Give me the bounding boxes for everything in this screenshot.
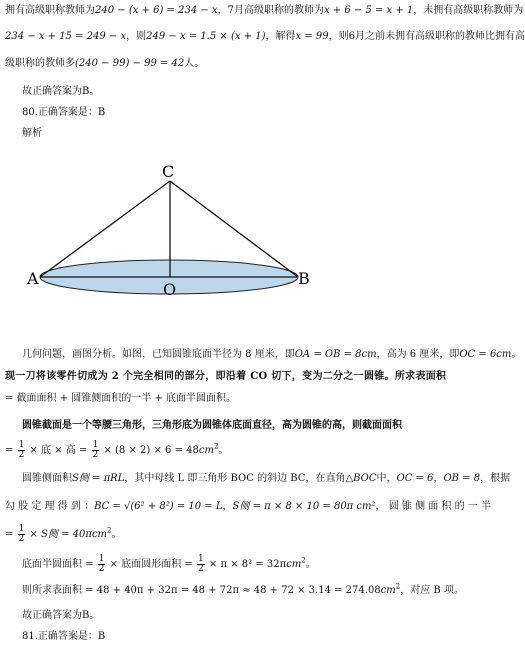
text: ，根据 [480, 473, 511, 484]
math: x = 99 [295, 31, 329, 42]
text-line [22, 472, 510, 486]
math: OB = 8 [443, 473, 481, 484]
math: x + 6 − 5 = x + 1 [323, 5, 414, 16]
text-line: = 截面面积 + 圆锥侧面积的一半 + 底面半圆面积。 [5, 393, 237, 404]
question-answer: 80.正确答案是：B [22, 107, 106, 118]
unit: cm [286, 559, 302, 570]
text: ，高为 6 厘米，即 [376, 349, 460, 360]
text: 级职称的教师多 [5, 58, 75, 69]
text-line: = $\frac{1}{2}$ × 底 × 高 = $\frac{1}{2}$ × $(8 \times 2) \times 6 = 48cm^2$。 [5, 440, 229, 460]
text-line: 圆锥截面是一个等腰三角形，三角形底为圆锥体底面直径，高为圆锥的高，则截面面积 [22, 420, 402, 431]
math: (240 − 99) − 99 = 42 [75, 58, 185, 69]
text: ，解得 [265, 31, 296, 42]
math: 234 − x + 15 = 249 − x [5, 31, 127, 42]
text: ，则 [126, 31, 147, 42]
text: 。 [305, 559, 316, 570]
numerator: 1 [92, 440, 99, 450]
fraction [92, 441, 100, 460]
text: 。 [111, 529, 122, 540]
text: 勾 股 定 理 得 到 ： [5, 501, 95, 512]
text-line: 底面半圆面积 = $\frac{1}{2}$ × 底面圆形面积 = $\frac{1}{2}$ × π × 8² = 32πcm$^2$。 [22, 554, 316, 574]
label-a: A [27, 269, 39, 288]
denominator: 2 [98, 564, 105, 574]
text: 拥有高级职称教师为 [5, 5, 95, 16]
fraction [18, 525, 26, 544]
question-answer: 81.正确答案是：B [22, 631, 106, 642]
unit: cm [91, 529, 108, 540]
math: 240 − (x + 6) = 234 − x [95, 5, 218, 16]
math: OC = 6cm [459, 349, 512, 360]
math: S侧 = πRL [72, 473, 125, 484]
denominator: 2 [18, 450, 25, 460]
text: 几何问题，画图分析。如图，已知圆锥底面半径为 8 厘米，即 [22, 349, 295, 360]
math: △BOC [345, 473, 377, 484]
fraction [197, 555, 205, 574]
math: 249 − x = 1.5 × (x + 1) [146, 31, 266, 42]
unit: cm [198, 445, 214, 456]
text: ，未拥有高级职称教师为 [413, 5, 524, 16]
cone-figure [0, 155, 466, 300]
analysis-heading: 解析 [22, 128, 42, 139]
text-line [5, 500, 491, 514]
text: × 底面圆形面积 = [109, 559, 193, 570]
text-line [22, 348, 521, 362]
numerator: 1 [197, 554, 204, 564]
label-b: B [298, 269, 310, 288]
text-line [5, 57, 204, 71]
text: 圆锥侧面积 [22, 473, 72, 484]
text: = [5, 529, 14, 540]
denominator: 2 [92, 450, 99, 460]
answer-line: 故正确答案为B。 [22, 86, 100, 97]
text: 则所求表面积 = 48 + 40π + 32π = 48 + 72π ≈ 48 + 72 × 3.14 = 274.08 [22, 585, 381, 596]
text-line [5, 30, 525, 44]
fraction [98, 555, 106, 574]
label-c: C [162, 162, 175, 181]
math: S侧 = π × 8 × 10 = 80π cm² [232, 501, 376, 512]
text: × π × 8² = 32π [208, 559, 287, 570]
text: ，其中母线 L 即三角形 BOC 的斜边 BC，在直角 [124, 473, 346, 484]
fraction [18, 441, 26, 460]
math: OA = OB = 8cm [294, 349, 377, 360]
text-line: = $\frac{1}{2}$ × S侧 = 40πcm$^2$。 [5, 524, 122, 544]
text-line: 现一刀将该零件切成为 2 个完全相同的部分，即沿着 CO 切下，变为二分之一圆锥。所求表面积 [5, 371, 447, 382]
text: = [5, 445, 14, 456]
math: OC = 6 [396, 473, 434, 484]
text-line [5, 4, 523, 18]
numerator: 1 [98, 554, 105, 564]
math: × S侧 = 40π [29, 529, 92, 540]
text: ， 圆 锥 侧 面 积 的 一 半 [375, 501, 491, 512]
text: 底面半圆面积 = [22, 559, 94, 570]
text: ，则6月之前未拥有高级职称的教师比拥有高 [328, 31, 525, 42]
text: 。 [218, 445, 229, 456]
denominator: 2 [197, 564, 204, 574]
text: ， [433, 473, 444, 484]
denominator: 2 [18, 534, 25, 544]
text: 中， [376, 473, 397, 484]
text: 。 [511, 349, 522, 360]
text: ， [222, 501, 233, 512]
numerator: 1 [18, 524, 25, 534]
text: × (8 × 2) × 6 = 48 [103, 445, 199, 456]
label-o: O [163, 280, 177, 299]
text: ，对应 B 项。 [400, 585, 464, 596]
math: BC = √(6² + 8²) = 10 = L [94, 501, 223, 512]
unit: cm [380, 585, 396, 596]
text: 人。 [184, 58, 205, 69]
numerator: 1 [18, 440, 25, 450]
text: ，7月高级职称的教师为 [217, 5, 324, 16]
text: × 底 × 高 = [29, 445, 88, 456]
text-line: 则所求表面积 = $48 + 40\pi + 32\pi = 48 + 72\pi \approx 48 + 72 \times 3.14 = 274.08cm^2$，对应 B 项。 [22, 582, 464, 596]
answer-line: 故正确答案为B。 [22, 610, 100, 621]
